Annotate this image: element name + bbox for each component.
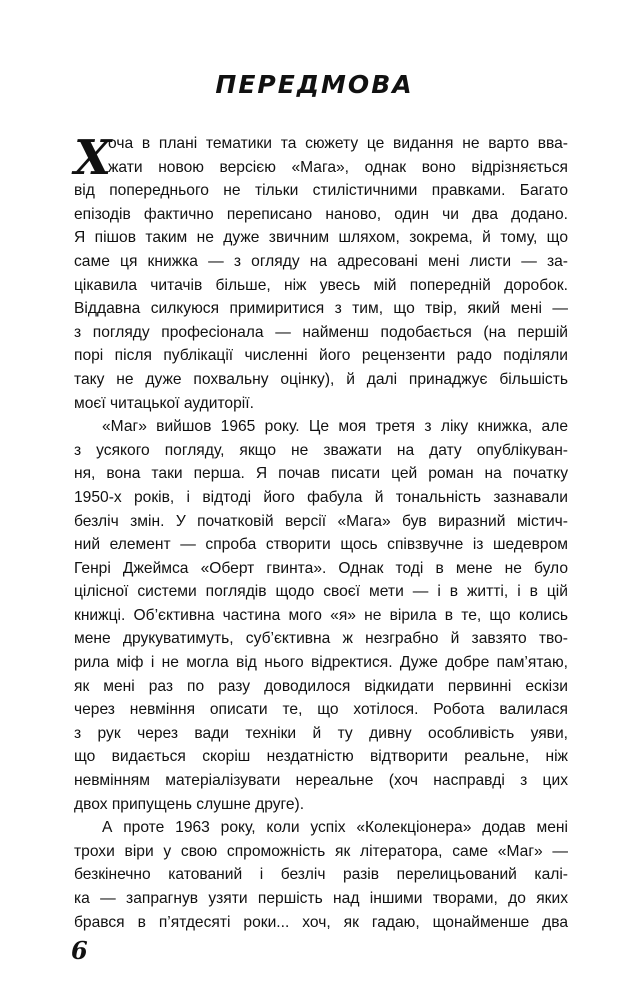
text-line: порі після публікації численні його рецензенти радо поділяли (74, 347, 568, 365)
text-line: саме ця книжка — з огляду на адресовані мені листи — за- (74, 252, 568, 270)
text-line: моєї читацької аудиторії. (74, 394, 254, 412)
text-line: Генрі Джеймса «Оберт гвинта». Однак тоді в мене не було (74, 559, 568, 577)
page-title: ПЕРЕДМОВА (215, 70, 414, 99)
text-line: Віддавна силкуюся примиритися з тим, що твір, який мені — (74, 300, 568, 318)
text-line: з рук через вади техніки й ту дивну особливість уяви, (74, 724, 568, 742)
text-line: 1950-х років, і відтоді його фабула й тональність зазнавали (74, 488, 568, 506)
text-line: безкінечно катований і безліч разів перелицьований калі- (74, 866, 568, 884)
text-line: брався в п’ятдесяті роки... хоч, як гадаю, щонайменше два (74, 913, 568, 931)
text-line: книжці. Об’єктивна частина мого «я» не вірила в те, що колись (74, 606, 568, 624)
text-line: таку не дуже похвальну оцінку), й далі принаджує більшість (74, 370, 568, 388)
text-line: що видається скоріш нездатністю відтворити реальне, ніж (74, 748, 568, 766)
text-line: безліч змін. У початковій версії «Мага» був виразний містич- (74, 512, 568, 530)
text-line: мене друкуватимуть, суб’єктивна ж незграбно й завзято тво- (74, 630, 568, 648)
text-line: епізодів фактично переписано наново, один чи два додано. (74, 205, 568, 223)
text-line: через невміння описати те, що хотілося. Робота валилася (74, 701, 568, 719)
text-line: цікавила читачів більше, ніж увесь мій попередній доробок. (74, 276, 568, 294)
text-line: трохи віри у свою спроможність як літератора, саме «Маг» — (74, 842, 568, 860)
text-line: оча в плані тематики та сюжету це видання не варто вва- (108, 135, 568, 152)
text-line: А проте 1963 року, коли успіх «Колекціонера» додав мені (102, 819, 568, 837)
drop-cap-letter: Х (74, 130, 112, 186)
text-line: двох припущень слушне друге). (74, 795, 305, 813)
text-line: від попереднього не тільки стилістичними правками. Багато (74, 182, 568, 200)
text-line: ний елемент — спроба створити щось співзвучне із шедевром (74, 536, 568, 554)
text-line: Я пішов таким не дуже звичним шляхом, зокрема, й тому, що (74, 229, 568, 247)
text-line: цілісної системи поглядів щодо своєї мети — і в житті, і в цій (74, 583, 568, 601)
text-line: ка — запрагнув узяти першість над іншими творами, до яких (74, 890, 568, 907)
text-line: невмінням матеріалізувати нереальне (хоч насправді з цих (74, 772, 568, 790)
text-line: ня, вона таки перша. Я почав писати цей роман на початку (74, 465, 568, 483)
text-line: жати новою версією «Мага», однак воно відрізняється (108, 158, 568, 176)
text-line: як мені раз по разу доводилося відкидати первинні ескізи (74, 677, 568, 695)
text-line: з усякого погляду, якщо не зважати на дату опублікуван- (74, 441, 568, 459)
text-line: «Маг» вийшов 1965 року. Це моя третя з ліку книжка, але (102, 418, 568, 436)
preface-body-text (74, 132, 568, 934)
page-number: 6 (71, 936, 88, 965)
text-line: з погляду професіонала — найменш подобається (на першій (74, 323, 568, 341)
text-line: рила міф і не могла від нього відректися. Дуже добре пам’ятаю, (74, 654, 568, 672)
